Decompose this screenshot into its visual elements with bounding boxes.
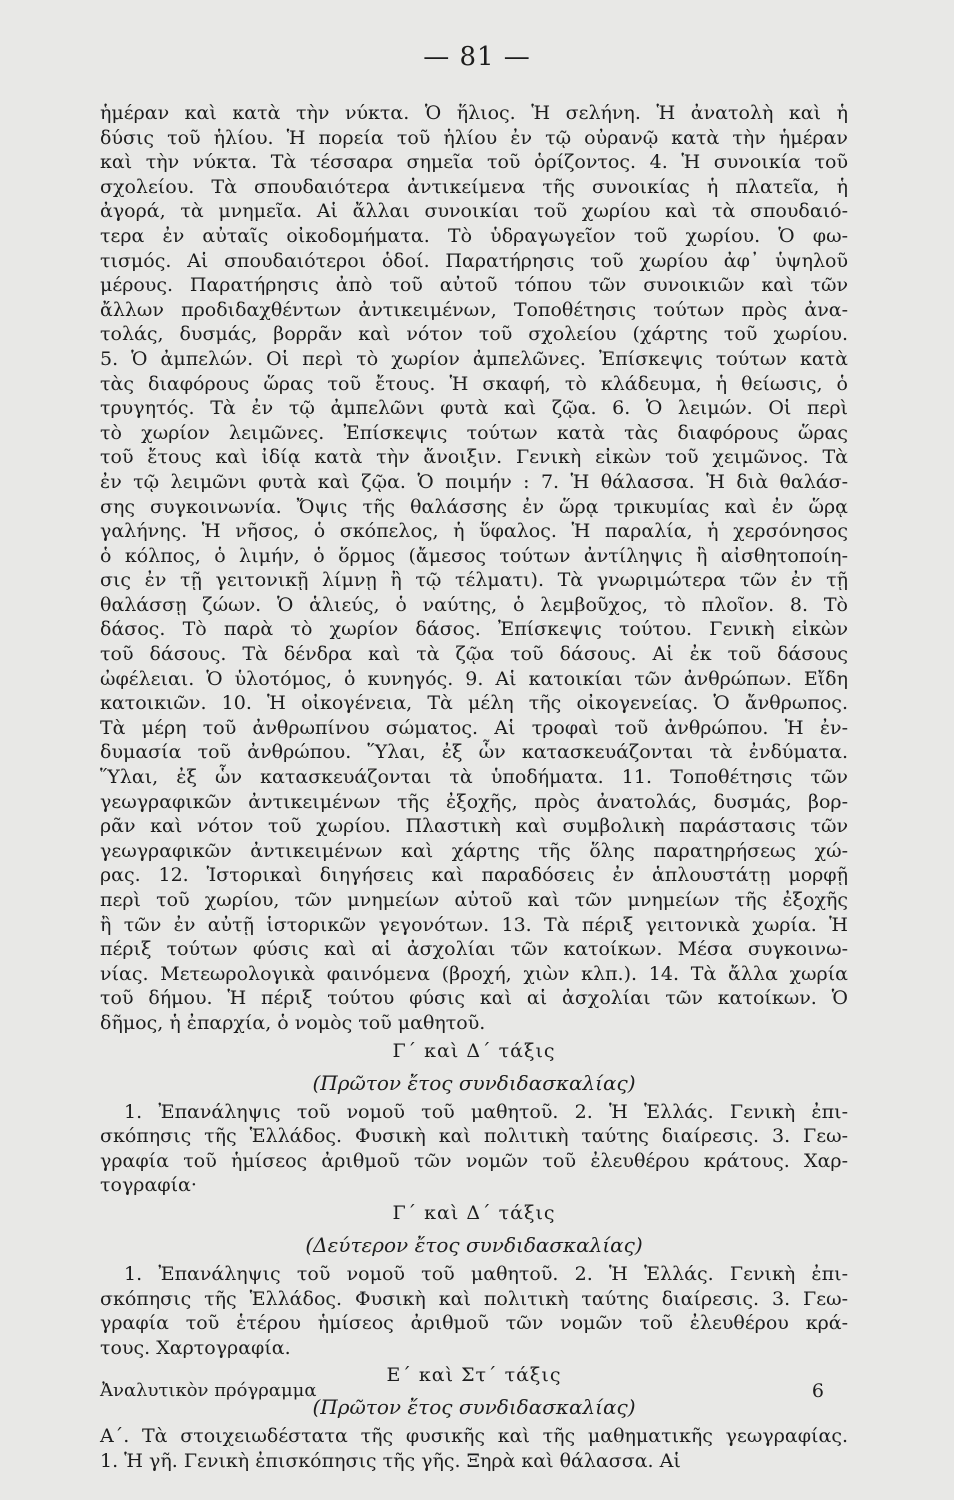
text-line: τὸ χωρίον λειμῶνες. Ἐπίσκεψις τούτων κατὰ τὰς διαφόρους ὥρας (100, 421, 848, 444)
section-1 (100, 1036, 848, 1198)
text-line: ἐν τῷ λειμῶνι φυτὰ καὶ ζῷα. Ὁ ποιμήν : 7. Ἡ θάλασσα. Ἡ διὰ θαλάσ- (100, 470, 848, 493)
text-line: 1. Ἐπανάληψις τοῦ νομοῦ τοῦ μαθητοῦ. 2. Ἡ Ἑλλάς. Γενικὴ ἐπι- (124, 1262, 848, 1285)
text-line: 1. Ἡ γῆ. Γενικὴ ἐπισκόπησις τῆς γῆς. Ξηρὰ καὶ θάλασσα. Αἱ (100, 1449, 681, 1472)
text-line: τους. Χαρτογραφία. (100, 1336, 291, 1359)
text-line: ἀγορά, τὰ μνημεῖα. Αἱ ἄλλαι συνοικίαι τοῦ χωρίου καὶ τὰ σπουδαιό- (100, 200, 848, 223)
page-number: — 81 — (423, 42, 531, 72)
text-line: 1. Ἐπανάληψις τοῦ νομοῦ τοῦ μαθητοῦ. 2. Ἡ Ἑλλάς. Γενικὴ ἐπι- (124, 1100, 848, 1123)
text-line: ρας. 12. Ἱστορικαὶ διηγήσεις καὶ παραδόσεις ἐν ἁπλουστάτῃ μορφῇ (100, 864, 848, 887)
text-line: ὠφέλειαι. Ὁ ὑλοτόμος, ὁ κυνηγός. 9. Αἱ κατοικίαι τῶν ἀνθρώπων. Εἴδη (100, 667, 848, 690)
text-line: σκόπησις τῆς Ἑλλάδος. Φυσικὴ καὶ πολιτικὴ ταύτης διαίρεσις. 3. Γεω- (100, 1287, 848, 1310)
text-line: τοῦ δάσους. Τὰ δένδρα καὶ τὰ ζῷα τοῦ δάσους. Αἱ ἐκ τοῦ δάσους (100, 643, 848, 666)
signature-mark: 6 (811, 1380, 824, 1402)
section-subheading: (Δεύτερον ἔτος συνδιδασκαλίας) (305, 1232, 643, 1257)
text-line: δῆμος, ἡ ἐπαρχία, ὁ νομὸς τοῦ μαθητοῦ. (100, 1011, 486, 1034)
text-line: νίας. Μετεωρολογικὰ φαινόμενα (βροχή, χιὼν κλπ.). 14. Τὰ ἄλλα χωρία (100, 962, 848, 985)
section-subheading: (Πρῶτον ἔτος συνδιδασκαλίας) (312, 1070, 636, 1095)
text-line: τισμός. Αἱ σπουδαιότεροι ὁδοί. Παρατήρησις τοῦ χωρίου ἀφ᾽ ὑψηλοῦ (100, 249, 848, 272)
section-heading: Γ΄ καὶ Δ΄ τάξις (392, 1039, 556, 1062)
footer-title: Ἀναλυτικὸν πρόγραμμα (100, 1380, 317, 1401)
text-line: σκόπησις τῆς Ἑλλάδος. Φυσικὴ καὶ πολιτικὴ ταύτης διαίρεσις. 3. Γεω- (100, 1125, 848, 1148)
text-line: τὰς διαφόρους ὥρας τοῦ ἔτους. Ἡ σκαφή, τὸ κλάδευμα, ἡ θείωσις, ὁ (100, 372, 848, 395)
text-line: τοῦ ἔτους καὶ ἰδίᾳ κατὰ τὴν ἄνοιξιν. Γενικὴ εἰκὼν τοῦ χειμῶνος. Τὰ (100, 446, 848, 469)
paragraph-main (100, 101, 848, 1036)
text-line: πέριξ τούτων φύσις καὶ αἱ ἀσχολίαι τῶν κατοίκων. Μέσα συγκοινω- (100, 938, 848, 961)
text-line: ἄλλων προδιδαχθέντων ἀντικειμένων, Τοποθέτησις τούτων πρὸς ἀνα- (100, 298, 848, 321)
text-line: ἡμέραν καὶ κατὰ τὴν νύκτα. Ὁ ἥλιος. Ἡ σελήνη. Ἡ ἀνατολὴ καὶ ἡ (100, 102, 848, 124)
text-line: Α΄. Τὰ στοιχειωδέστατα τῆς φυσικῆς καὶ τῆς μαθηματικῆς γεωγραφίας. (100, 1425, 848, 1448)
text-line: 5. Ὁ ἀμπελών. Οἱ περὶ τὸ χωρίον ἀμπελῶνες. Ἐπίσκεψις τούτων κατὰ (100, 347, 848, 370)
text-line: Τὰ μέρη τοῦ ἀνθρωπίνου σώματος. Αἱ τροφαὶ τοῦ ἀνθρώπου. Ἡ ἐν- (100, 716, 848, 739)
text-line: δάσος. Τὸ παρὰ τὸ χωρίον δάσος. Ἐπίσκεψις τούτου. Γενικὴ εἰκὼν (100, 618, 848, 641)
text-line: σχολείου. Τὰ σπουδαιότερα ἀντικείμενα τῆς συνοικίας ἡ πλατεῖα, ἡ (100, 175, 848, 198)
text-line: ἢ τῶν ἐν αὐτῇ ἱστορικῶν γεγονότων. 13. Τὰ πέριξ γειτονικὰ χωρία. Ἡ (100, 913, 848, 936)
section-subheading: (Πρῶτον ἔτος συνδιδασκαλίας) (312, 1395, 636, 1420)
body-text (100, 101, 848, 1474)
text-line: δυμασία τοῦ ἀνθρώπου. Ὕλαι, ἐξ ὧν κατασκευάζονται τὰ ἐνδύματα. (100, 741, 848, 764)
text-line: καὶ τὴν νύκτα. Τὰ τέσσαρα σημεῖα τοῦ ὁρίζοντος. 4. Ἡ συνοικία τοῦ (100, 151, 848, 174)
section-heading: Ε΄ καὶ Στ΄ τάξις (386, 1364, 562, 1387)
text-line: τερα ἐν αὐταῖς οἰκοδομήματα. Τὸ ὑδραγωγεῖον τοῦ χωρίου. Ὁ φω- (100, 224, 848, 247)
text-line: κατοικιῶν. 10. Ἡ οἰκογένεια, Τὰ μέλη τῆς οἰκογενείας. Ὁ ἄνθρωπος. (100, 692, 848, 715)
text-line: περὶ τοῦ χωρίου, τῶν μνημείων αὐτοῦ καὶ τῶν μνημείων τῆς ἐξοχῆς (100, 889, 848, 911)
text-line: ὁ κόλπος, ὁ λιμήν, ὁ ὅρμος (ἄμεσος τούτων ἀντίληψις ἢ αἰσθητοποίη- (100, 544, 848, 567)
text-line: γεωγραφικῶν ἀντικειμένων καὶ χάρτης τῆς ὅλης παρατηρήσεως χώ- (100, 839, 848, 862)
page-footer (100, 1378, 848, 1404)
text-line: γραφία τοῦ ἑτέρου ἡμίσεος ἀριθμοῦ τῶν νομῶν τοῦ ἐλευθέρου κρά- (100, 1312, 848, 1335)
text-line: γραφία τοῦ ἡμίσεος ἀριθμοῦ τῶν νομῶν τοῦ ἐλευθέρου κράτους. Χαρ- (100, 1149, 848, 1172)
text-line: μέρους. Παρατήρησις ἀπὸ τοῦ αὐτοῦ τόπου τῶν συνοικιῶν καὶ τῶν (100, 274, 848, 297)
text-line: γαλήνης. Ἡ νῆσος, ὁ σκόπελος, ἡ ὕφαλος. Ἡ παραλία, ἡ χερσόνησος (100, 520, 848, 543)
section-paragraph (100, 1424, 848, 1473)
text-line: τογραφία· (100, 1174, 197, 1197)
section-heading: Γ΄ καὶ Δ΄ τάξις (392, 1201, 556, 1224)
text-line: δύσις τοῦ ἡλίου. Ἡ πορεία τοῦ ἡλίου ἐν τῷ οὐρανῷ κατὰ τὴν ἡμέραν (100, 126, 848, 149)
text-line: Ὕλαι, ἐξ ὧν κατασκευάζονται τὰ ὑποδήματα. 11. Τοποθέτησις τῶν (100, 766, 848, 789)
text-line: γεωγραφικῶν ἀντικειμένων τῆς ἐξοχῆς, πρὸς ἀνατολάς, δυσμάς, βορ- (100, 790, 848, 813)
section-2 (100, 1198, 848, 1360)
text-line: θαλάσσῃ ζώων. Ὁ ἁλιεύς, ὁ ναύτης, ὁ λεμβοῦχος, τὸ πλοῖον. 8. Τὸ (100, 593, 848, 616)
section-paragraph (100, 1262, 848, 1360)
text-line: σης συγκοινωνία. Ὄψις τῆς θαλάσσης ἐν ὥρᾳ τρικυμίας καὶ ἐν ὥρᾳ (100, 495, 848, 518)
section-paragraph (100, 1100, 848, 1198)
text-line: τοῦ δήμου. Ἡ πέριξ τούτου φύσις καὶ αἱ ἀσχολίαι τῶν κατοίκων. Ὁ (100, 987, 848, 1010)
text-line: τρυγητός. Τὰ ἐν τῷ ἀμπελῶνι φυτὰ καὶ ζῷα. 6. Ὁ λειμών. Οἱ περὶ (100, 397, 848, 420)
text-line: τολάς, δυσμάς, βορρᾶν καὶ νότον τοῦ σχολείου (χάρτης τοῦ χωρίου. (100, 323, 848, 346)
text-line: σις ἐν τῇ γειτονικῇ λίμνῃ ἢ τῷ τέλματι). Τὰ γνωριμώτερα τῶν ἐν τῇ (100, 569, 848, 592)
text-line: ρᾶν καὶ νότον τοῦ χωρίου. Πλαστικὴ καὶ συμβολικὴ παράστασις τῶν (100, 815, 848, 838)
